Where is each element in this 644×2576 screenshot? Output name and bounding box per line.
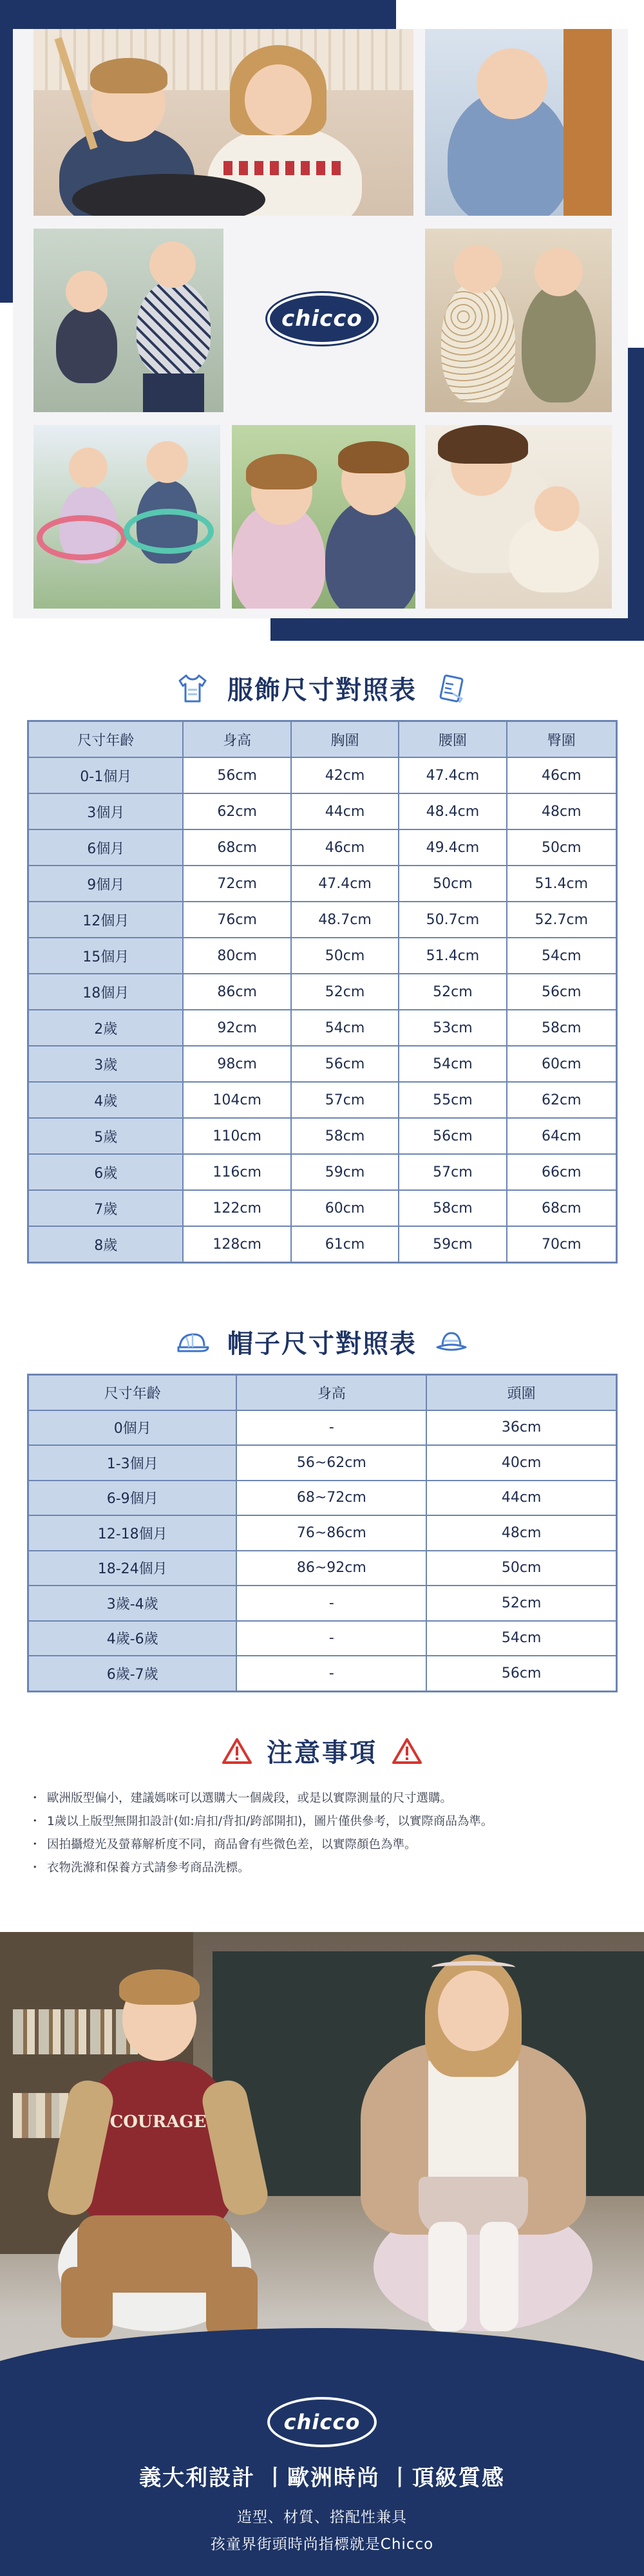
table-cell: 59cm <box>399 1226 506 1262</box>
boy-navy-hoodie <box>325 499 415 609</box>
notes-section-title <box>0 1732 644 1769</box>
table-row <box>28 1551 616 1586</box>
table-cell: 54cm <box>399 1046 506 1082</box>
table-cell: 53cm <box>399 1010 506 1046</box>
table-row <box>28 974 616 1010</box>
table-cell: 86cm <box>183 974 290 1010</box>
table-cell: 48.7cm <box>291 902 399 938</box>
row-label: 9個月 <box>28 866 183 902</box>
row-label: 8歲 <box>28 1226 183 1262</box>
toddler-head <box>66 270 108 312</box>
table-row <box>28 1481 616 1516</box>
table-row <box>28 938 616 974</box>
header-head-circumference: 頭圍 <box>426 1375 616 1410</box>
table-cell: 52.7cm <box>507 902 616 938</box>
row-label: 4歲 <box>28 1082 183 1118</box>
note-item: ・ 歐洲版型偏小，建議媽咪可以選購大一個歲段，或是以實際測量的尺寸選購。 <box>29 1787 621 1810</box>
row-label: 5歲 <box>28 1118 183 1154</box>
table-row <box>28 1154 616 1190</box>
toddler-jacket <box>56 306 117 383</box>
table-cell: 59cm <box>291 1154 399 1190</box>
table-cell: - <box>236 1656 426 1691</box>
table-row <box>28 757 616 793</box>
table-cell: 44cm <box>426 1481 616 1516</box>
row-label: 6-9個月 <box>28 1481 236 1516</box>
clothing-size-table <box>27 720 618 1264</box>
table-cell: 47.4cm <box>399 757 506 793</box>
table-cell: 116cm <box>183 1154 290 1190</box>
boy-head-2 <box>149 242 196 288</box>
header-chest: 胸圍 <box>291 721 399 757</box>
boy-hair-3 <box>119 1969 200 2005</box>
logo-text: chicco <box>283 2410 361 2434</box>
row-label: 6歲 <box>28 1154 183 1190</box>
table-cell: 68cm <box>507 1190 616 1226</box>
footer-banner <box>0 1932 644 2576</box>
table-cell: 58cm <box>291 1118 399 1154</box>
photo-two-babies <box>425 229 612 412</box>
table-cell: 98cm <box>183 1046 290 1082</box>
table-row <box>28 1515 616 1551</box>
table-cell: 56cm <box>426 1656 616 1691</box>
baby-head-b <box>535 248 583 296</box>
parent-arm <box>564 29 612 216</box>
table-cell: 56cm <box>291 1046 399 1082</box>
bucket-hat-icon <box>433 1324 469 1360</box>
table-row <box>28 1656 616 1691</box>
logo-text: chicco <box>281 306 363 332</box>
note-item: ・ 因拍攝燈光及螢幕解析度不同，商品會有些微色差，以實際顏色為準。 <box>29 1833 621 1857</box>
table-cell: - <box>236 1410 426 1446</box>
table-cell: 46cm <box>291 829 399 866</box>
table-row <box>28 1586 616 1621</box>
baby-head-c <box>535 486 580 531</box>
table-cell: 52cm <box>426 1586 616 1621</box>
table-cell: 68cm <box>183 829 290 866</box>
row-label: 3歲 <box>28 1046 183 1082</box>
table-cell: 72cm <box>183 866 290 902</box>
table-row <box>28 1445 616 1481</box>
header-height: 身高 <box>183 721 290 757</box>
header-size-age: 尺寸年齡 <box>28 1375 236 1410</box>
clothing-table-header-row <box>28 721 616 757</box>
row-label: 1-3個月 <box>28 1445 236 1481</box>
table-cell: 122cm <box>183 1190 290 1226</box>
row-label: 7歲 <box>28 1190 183 1226</box>
table-cell: 92cm <box>183 1010 290 1046</box>
photo-hula-hoops <box>33 425 220 609</box>
table-row <box>28 1046 616 1082</box>
table-cell: 52cm <box>291 974 399 1010</box>
table-cell: 57cm <box>291 1082 399 1118</box>
row-label: 18個月 <box>28 974 183 1010</box>
baby-head-a <box>454 245 502 293</box>
table-cell: 86~92cm <box>236 1551 426 1586</box>
table-cell: 60cm <box>507 1046 616 1082</box>
boy-hair <box>90 58 167 93</box>
boy-hair-2 <box>338 441 409 473</box>
footer-subline-2: 孩童界街頭時尚指標就是Chicco <box>210 2536 434 2553</box>
hat-size-table <box>27 1374 618 1692</box>
table-row <box>28 1190 616 1226</box>
table-cell: 76~86cm <box>236 1515 426 1551</box>
hat-section-title <box>0 1323 644 1360</box>
note-item: ・ 衣物洗滌和保養方式請參考商品洗標。 <box>29 1857 621 1880</box>
table-cell: 50cm <box>291 938 399 974</box>
pink-hoop <box>37 515 127 560</box>
footer-subline-1: 造型、材質、搭配性兼具 <box>237 2509 407 2526</box>
table-cell: 55cm <box>399 1082 506 1118</box>
boy-pants <box>143 374 204 412</box>
row-label: 0-1個月 <box>28 757 183 793</box>
table-cell: 54cm <box>291 1010 399 1046</box>
table-row <box>28 1118 616 1154</box>
chicco-logo-footer <box>267 2397 377 2447</box>
clothing-section-title <box>0 670 644 706</box>
warning-icon <box>222 1738 252 1765</box>
row-label: 3個月 <box>28 793 183 829</box>
table-cell: 62cm <box>507 1082 616 1118</box>
table-cell: 54cm <box>507 938 616 974</box>
header-hip: 臀圍 <box>507 721 616 757</box>
table-cell: 42cm <box>291 757 399 793</box>
table-row <box>28 1010 616 1046</box>
table-cell: 62cm <box>183 793 290 829</box>
table-cell: 56~62cm <box>236 1445 426 1481</box>
notes-list <box>29 1787 621 1880</box>
row-label: 2歲 <box>28 1010 183 1046</box>
table-row <box>28 829 616 866</box>
girl-hair-2 <box>246 454 317 489</box>
notes-title: 注意事項 <box>267 1738 377 1768</box>
photo-mother-baby <box>425 425 612 609</box>
header-size-age: 尺寸年齡 <box>28 721 183 757</box>
baby-print-suit <box>441 280 515 402</box>
shirt-icon <box>175 670 211 706</box>
table-cell: 64cm <box>507 1118 616 1154</box>
row-label: 15個月 <box>28 938 183 974</box>
footer-tagline: 義大利設計 丨歐洲時尚 丨頂級質感 <box>139 2465 505 2491</box>
measuring-tag-icon <box>433 670 469 706</box>
boy-head-3 <box>146 441 188 483</box>
baby-head <box>477 48 547 119</box>
girl-face-2 <box>438 1971 509 2051</box>
sweater-lettering: COURAGE <box>109 2112 207 2132</box>
table-cell: 50cm <box>399 866 506 902</box>
table-row <box>28 1410 616 1446</box>
table-cell: 61cm <box>291 1226 399 1262</box>
heart-pattern <box>223 161 346 175</box>
girl-head-2 <box>69 448 108 488</box>
hat-table-title: 帽子尺寸對照表 <box>227 1329 417 1359</box>
teal-hoop <box>124 509 214 554</box>
table-cell: 36cm <box>426 1410 616 1446</box>
table-cell: 128cm <box>183 1226 290 1262</box>
row-label: 4歲-6歲 <box>28 1621 236 1656</box>
hero-collage <box>0 0 644 644</box>
table-row <box>28 902 616 938</box>
table-row <box>28 1621 616 1656</box>
table-cell: 49.4cm <box>399 829 506 866</box>
table-cell: 60cm <box>291 1190 399 1226</box>
table-cell: 50.7cm <box>399 902 506 938</box>
hat-table-header-row <box>28 1375 616 1410</box>
girl-headband <box>431 1961 515 1974</box>
table-cell: 48cm <box>426 1515 616 1551</box>
table-cell: 40cm <box>426 1445 616 1481</box>
table-cell: 68~72cm <box>236 1481 426 1516</box>
mother-hair <box>438 425 528 464</box>
table-cell: 46cm <box>507 757 616 793</box>
table-cell: 50cm <box>507 829 616 866</box>
table-cell: 54cm <box>426 1621 616 1656</box>
photo-kids-drumming <box>33 29 413 216</box>
header-height: 身高 <box>236 1375 426 1410</box>
table-cell: 66cm <box>507 1154 616 1190</box>
boy-leg <box>206 2267 258 2338</box>
row-label: 3歲-4歲 <box>28 1586 236 1621</box>
warning-icon <box>392 1738 422 1765</box>
table-cell: 50cm <box>426 1551 616 1586</box>
girl-leg <box>480 2222 518 2331</box>
table-cell: 48cm <box>507 793 616 829</box>
table-row <box>28 866 616 902</box>
table-cell: 56cm <box>507 974 616 1010</box>
cap-icon <box>175 1324 211 1360</box>
table-cell: 56cm <box>183 757 290 793</box>
table-cell: 58cm <box>507 1010 616 1046</box>
table-row <box>28 1082 616 1118</box>
photo-toddlers-walking <box>33 229 223 412</box>
table-cell: 51.4cm <box>507 866 616 902</box>
header-waist: 腰圍 <box>399 721 506 757</box>
row-label: 18-24個月 <box>28 1551 236 1586</box>
table-cell: 110cm <box>183 1118 290 1154</box>
table-row <box>28 1226 616 1262</box>
girl-leg <box>428 2222 467 2331</box>
table-row <box>28 793 616 829</box>
table-cell: 57cm <box>399 1154 506 1190</box>
photo-sleeping-baby <box>425 29 612 216</box>
row-label: 12-18個月 <box>28 1515 236 1551</box>
row-label: 0個月 <box>28 1410 236 1446</box>
girl-face <box>245 64 312 135</box>
table-cell: 52cm <box>399 974 506 1010</box>
table-cell: 47.4cm <box>291 866 399 902</box>
table-cell: 80cm <box>183 938 290 974</box>
table-cell: - <box>236 1586 426 1621</box>
table-cell: 44cm <box>291 793 399 829</box>
row-label: 12個月 <box>28 902 183 938</box>
table-cell: 76cm <box>183 902 290 938</box>
row-label: 6個月 <box>28 829 183 866</box>
baby-olive-suit <box>522 283 596 402</box>
row-label: 6歲-7歲 <box>28 1656 236 1691</box>
table-cell: 58cm <box>399 1190 506 1226</box>
table-cell: 70cm <box>507 1226 616 1262</box>
table-cell: 48.4cm <box>399 793 506 829</box>
chicco-logo-hero <box>267 293 377 345</box>
clothing-table-title: 服飾尺寸對照表 <box>227 676 417 705</box>
table-cell: - <box>236 1621 426 1656</box>
boy-leg <box>61 2267 113 2338</box>
table-cell: 104cm <box>183 1082 290 1118</box>
boy-plaid-shirt <box>137 280 211 377</box>
note-item: ・ 1歲以上版型無開扣設計(如:肩扣/背扣/跨部開扣)，圖片僅供參考，以實際商品為準。 <box>29 1810 621 1833</box>
table-cell: 51.4cm <box>399 938 506 974</box>
photo-kids-smiling <box>232 425 415 609</box>
table-cell: 56cm <box>399 1118 506 1154</box>
